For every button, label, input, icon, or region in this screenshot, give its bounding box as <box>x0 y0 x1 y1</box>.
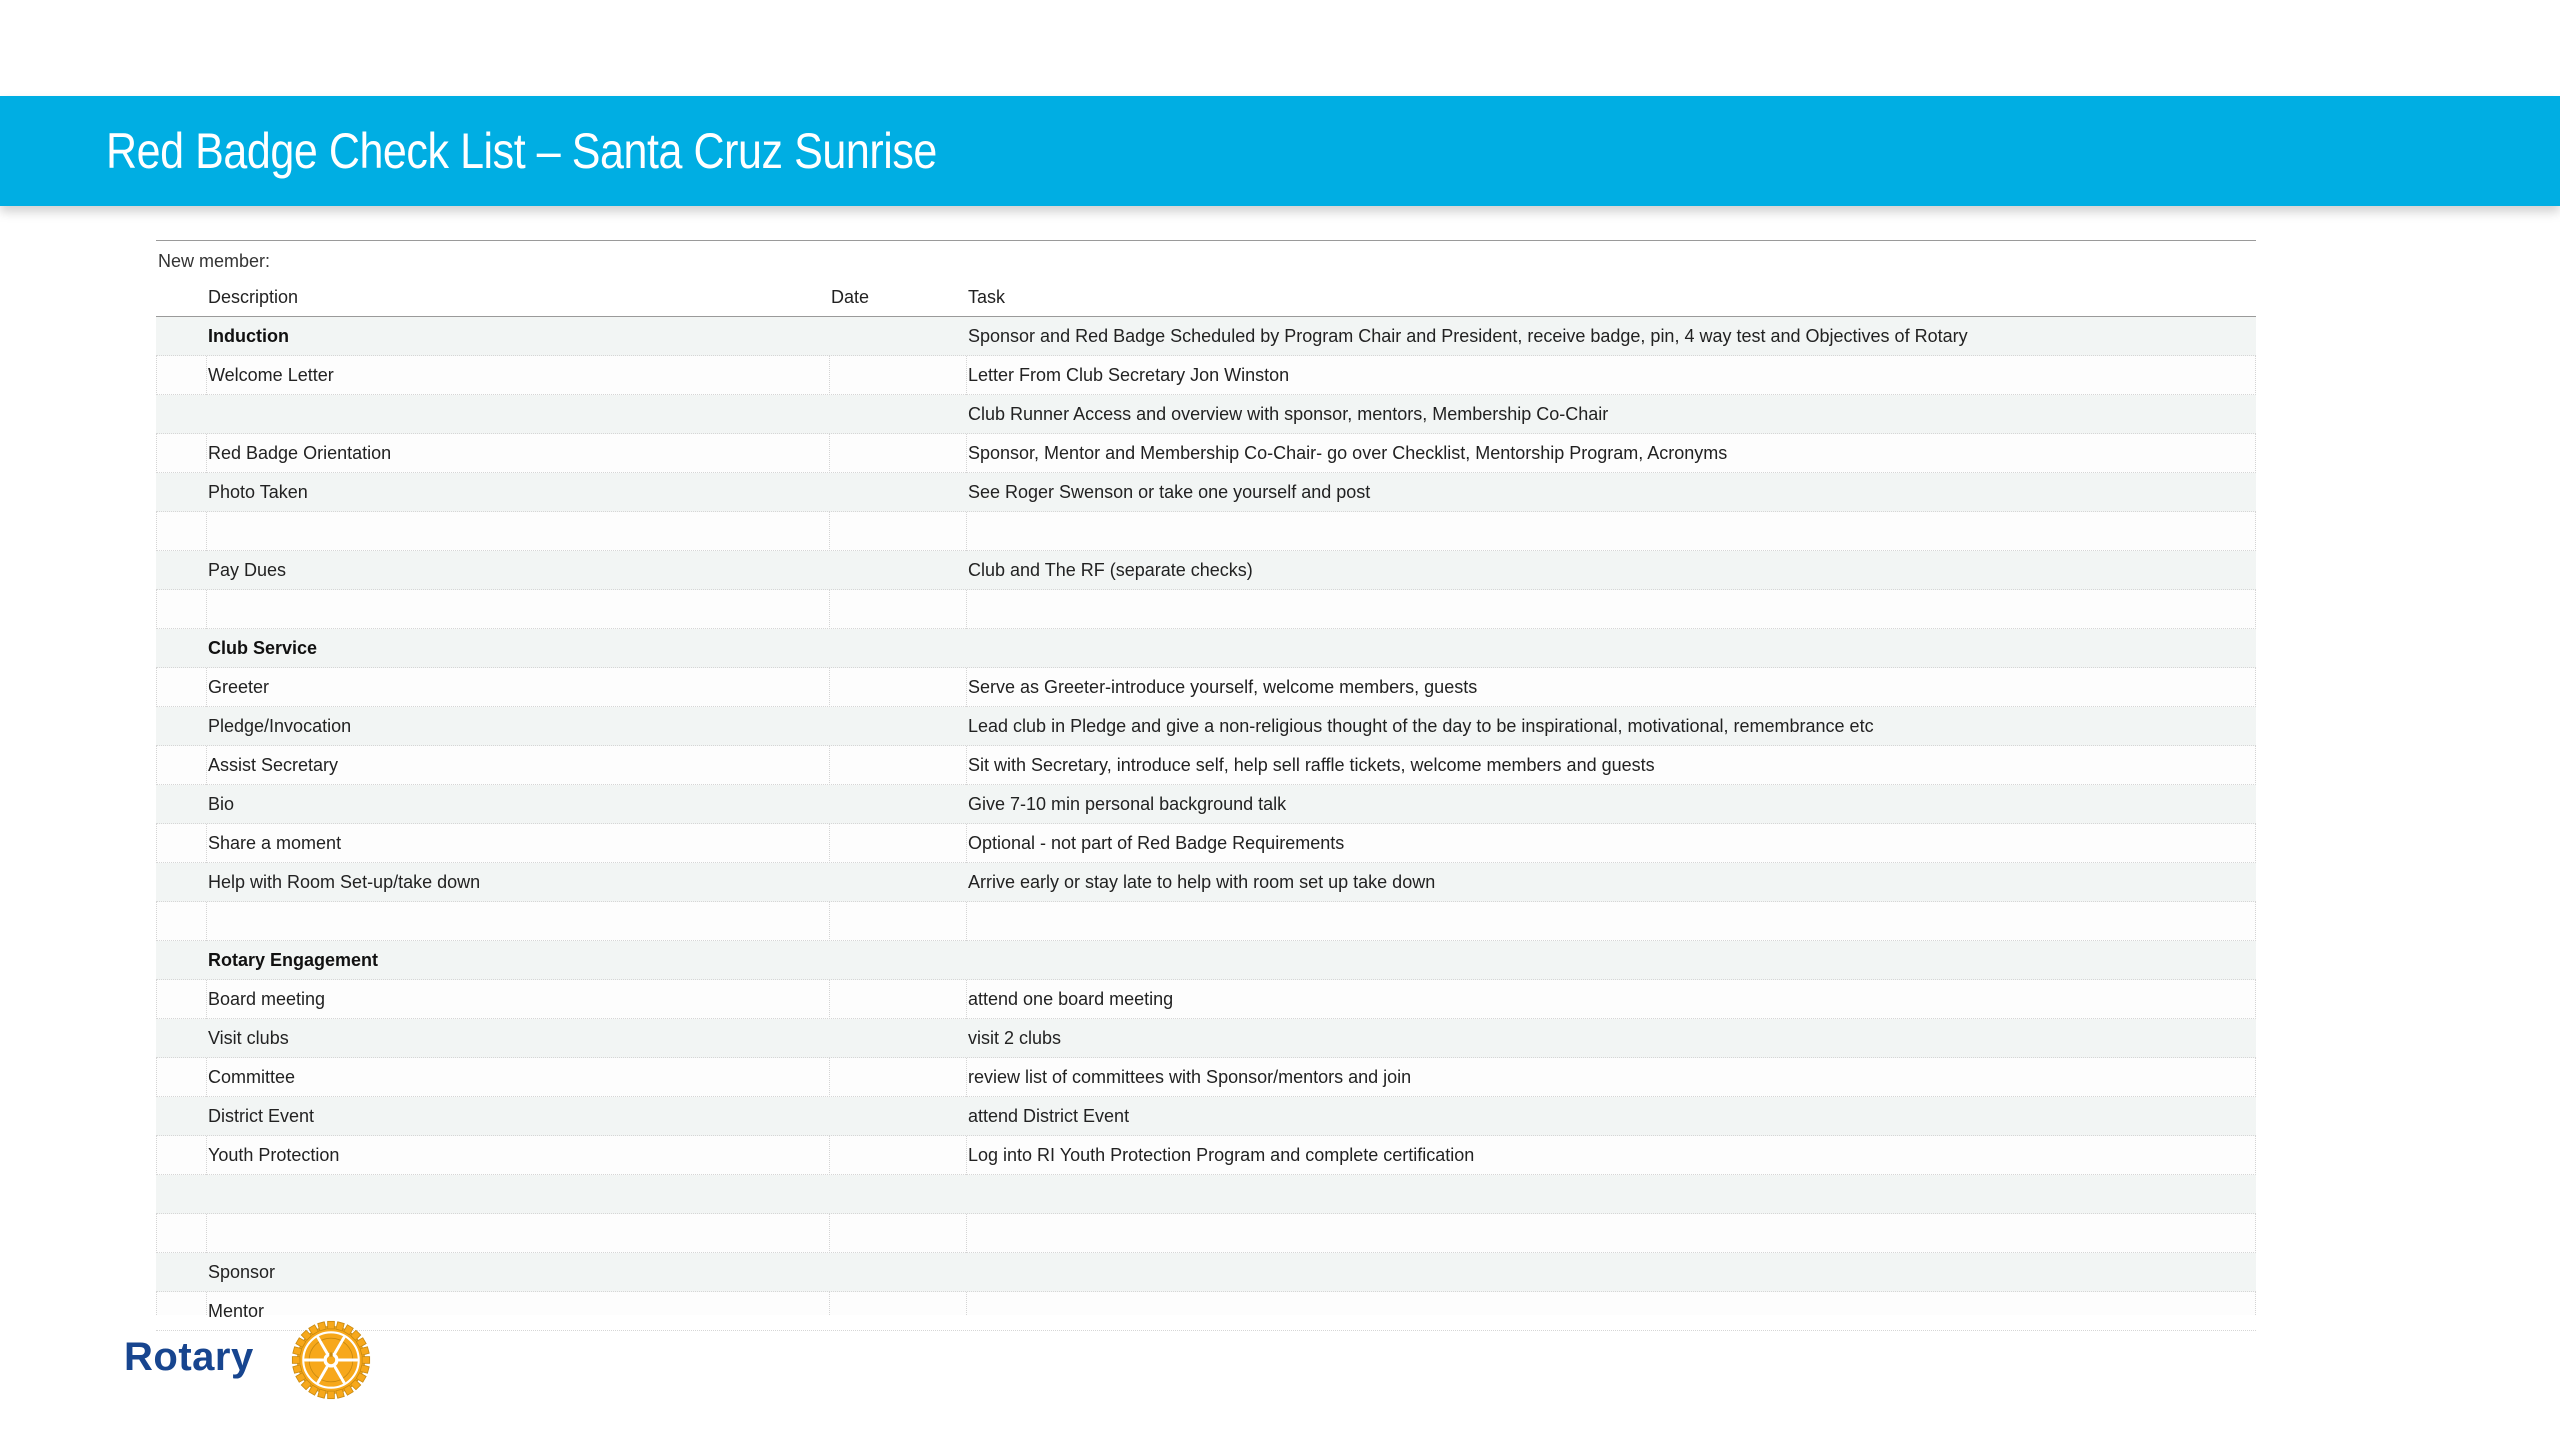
row-task: Optional - not part of Red Badge Requirements <box>968 833 1345 853</box>
row-description: Youth Protection <box>208 1145 340 1165</box>
table-row <box>156 356 2256 395</box>
row-description: Welcome Letter <box>208 365 334 385</box>
checklist-table <box>156 278 2256 1321</box>
row-description: Help with Room Set-up/take down <box>208 872 481 892</box>
row-description: Pay Dues <box>208 560 287 580</box>
table-row <box>156 629 2256 668</box>
table-row <box>156 1253 2256 1292</box>
row-task: Lead club in Pledge and give a non-religious thought of the day to be inspirational, motivational, remembrance etc <box>968 716 1874 736</box>
row-description: Induction <box>208 326 289 346</box>
row-description: Mentor <box>208 1301 265 1321</box>
row-task: Log into RI Youth Protection Program and complete certification <box>968 1145 1475 1165</box>
table-row <box>156 1175 2256 1214</box>
row-task: Sit with Secretary, introduce self, help sell raffle tickets, welcome members and guests <box>968 755 1655 775</box>
table-row <box>156 1097 2256 1136</box>
table-row <box>156 551 2256 590</box>
row-task: attend District Event <box>968 1106 1130 1126</box>
table-row <box>156 902 2256 941</box>
row-description: Red Badge Orientation <box>208 443 392 463</box>
row-task: attend one board meeting <box>968 989 1174 1009</box>
row-description: Committee <box>208 1067 296 1087</box>
table-row <box>156 317 2256 356</box>
title-bar <box>0 96 2560 206</box>
row-task: visit 2 clubs <box>968 1028 1062 1048</box>
row-description: Greeter <box>208 677 270 697</box>
rotary-wordmark: Rotary <box>124 1335 254 1379</box>
table-row <box>156 1019 2256 1058</box>
row-task: review list of committees with Sponsor/mentors and join <box>968 1067 1412 1087</box>
header-task: Task <box>968 287 1006 307</box>
table-row <box>156 1058 2256 1097</box>
table-row <box>156 941 2256 980</box>
table-header-row <box>156 278 2256 317</box>
table-row <box>156 1136 2256 1175</box>
table-row <box>156 395 2256 434</box>
table-row <box>156 863 2256 902</box>
table-row <box>156 590 2256 629</box>
table-row <box>156 785 2256 824</box>
table-row <box>156 1214 2256 1253</box>
header-date: Date <box>831 287 870 307</box>
row-task: Club and The RF (separate checks) <box>968 560 1253 580</box>
rotary-wheel-icon <box>282 1318 380 1402</box>
row-description: Assist Secretary <box>208 755 339 775</box>
row-description: Board meeting <box>208 989 326 1009</box>
row-description: Visit clubs <box>208 1028 289 1048</box>
row-task: Arrive early or stay late to help with room set up take down <box>968 872 1436 892</box>
row-task: Sponsor, Mentor and Membership Co-Chair- go over Checklist, Mentorship Program, Acronyms <box>968 443 1728 463</box>
row-task: Serve as Greeter-introduce yourself, welcome members, guests <box>968 677 1478 697</box>
row-description: Photo Taken <box>208 482 308 502</box>
table-row <box>156 1292 2256 1331</box>
row-task: Give 7-10 min personal background talk <box>968 794 1287 814</box>
table-row <box>156 434 2256 473</box>
table-row <box>156 512 2256 551</box>
row-description: Share a moment <box>208 833 342 853</box>
checklist-sheet <box>156 238 2256 1321</box>
row-description: Bio <box>208 794 235 814</box>
row-task: Sponsor and Red Badge Scheduled by Program Chair and President, receive badge, pin, 4 way test and Objectives of Rotary <box>968 326 1968 346</box>
table-row <box>156 473 2256 512</box>
table-row <box>156 668 2256 707</box>
new-member-label: New member: <box>158 251 271 271</box>
row-task: Letter From Club Secretary Jon Winston <box>968 365 1290 385</box>
row-description: Pledge/Invocation <box>208 716 352 736</box>
row-task: Club Runner Access and overview with sponsor, mentors, Membership Co-Chair <box>968 404 1609 424</box>
header-description: Description <box>208 287 299 307</box>
slide-title: Red Badge Check List – Santa Cruz Sunrise <box>106 123 937 179</box>
table-row <box>156 824 2256 863</box>
row-description: Sponsor <box>208 1262 276 1282</box>
table-row <box>156 980 2256 1019</box>
table-row <box>156 707 2256 746</box>
row-description: Rotary Engagement <box>208 950 379 970</box>
rotary-logo <box>124 1318 384 1402</box>
sheet-top-border <box>156 240 2256 241</box>
row-description: Club Service <box>208 638 318 658</box>
row-description: District Event <box>208 1106 315 1126</box>
table-row <box>156 746 2256 785</box>
row-task: See Roger Swenson or take one yourself and post <box>968 482 1371 502</box>
